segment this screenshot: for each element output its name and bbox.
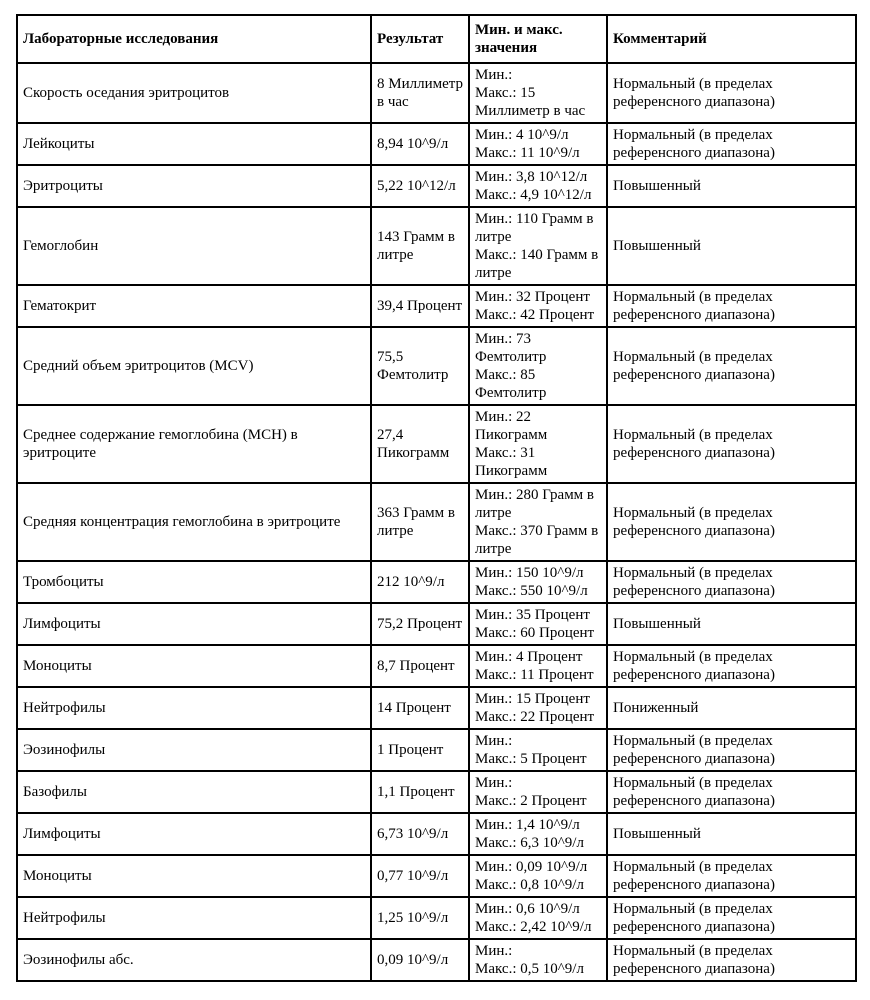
max-value: Макс.: 6,3 10^9/л	[475, 835, 584, 851]
test-name-cell: Нейтрофилы	[17, 897, 371, 939]
result-cell: 6,73 10^9/л	[371, 813, 469, 855]
comment-cell: Нормальный (в пределах референсного диапазона)	[607, 123, 856, 165]
table-row	[17, 165, 856, 207]
min-value: Мин.: 280 Грамм в литре	[475, 487, 595, 521]
range-cell	[469, 687, 607, 729]
table-row	[17, 939, 856, 981]
min-value: Мин.: 110 Грамм в литре	[475, 211, 594, 245]
column-header-range: Мин. и макс. значения	[469, 15, 607, 63]
table-row	[17, 855, 856, 897]
max-value: Макс.: 42 Процент	[475, 307, 595, 323]
min-value: Мин.: 4 Процент	[475, 649, 583, 665]
range-cell	[469, 561, 607, 603]
result-cell: 1,25 10^9/л	[371, 897, 469, 939]
table-row	[17, 123, 856, 165]
range-cell	[469, 405, 607, 483]
max-value: Макс.: 15 Миллиметр в час	[475, 85, 586, 119]
max-value: Макс.: 550 10^9/л	[475, 583, 588, 599]
test-name-cell: Эозинофилы абс.	[17, 939, 371, 981]
test-name-cell: Лимфоциты	[17, 813, 371, 855]
test-name-cell: Базофилы	[17, 771, 371, 813]
max-value: Макс.: 31 Пикограмм	[475, 445, 548, 479]
min-value: Мин.: 4 10^9/л	[475, 127, 569, 143]
result-cell: 27,4 Пикограмм	[371, 405, 469, 483]
table-row	[17, 561, 856, 603]
result-cell: 0,09 10^9/л	[371, 939, 469, 981]
comment-cell: Повышенный	[607, 207, 856, 285]
range-cell	[469, 729, 607, 771]
table-header	[17, 15, 856, 63]
result-cell: 143 Грамм в литре	[371, 207, 469, 285]
column-header-result: Результат	[371, 15, 469, 63]
test-name-cell: Моноциты	[17, 855, 371, 897]
table-row	[17, 897, 856, 939]
min-value: Мин.: 1,4 10^9/л	[475, 817, 580, 833]
test-name-cell: Гемоглобин	[17, 207, 371, 285]
column-header-tests: Лабораторные исследования	[17, 15, 371, 63]
comment-cell: Повышенный	[607, 813, 856, 855]
comment-cell: Нормальный (в пределах референсного диапазона)	[607, 771, 856, 813]
result-cell: 39,4 Процент	[371, 285, 469, 327]
comment-cell: Нормальный (в пределах референсного диапазона)	[607, 405, 856, 483]
min-value: Мин.: 150 10^9/л	[475, 565, 584, 581]
test-name-cell: Тромбоциты	[17, 561, 371, 603]
range-cell	[469, 897, 607, 939]
result-cell: 14 Процент	[371, 687, 469, 729]
range-cell	[469, 165, 607, 207]
min-value: Мин.:	[475, 775, 513, 791]
comment-cell: Нормальный (в пределах референсного диапазона)	[607, 855, 856, 897]
test-name-cell: Эритроциты	[17, 165, 371, 207]
max-value: Макс.: 5 Процент	[475, 751, 587, 767]
result-cell: 8,7 Процент	[371, 645, 469, 687]
test-name-cell: Лимфоциты	[17, 603, 371, 645]
test-name-cell: Моноциты	[17, 645, 371, 687]
test-name-cell: Эозинофилы	[17, 729, 371, 771]
range-cell	[469, 123, 607, 165]
min-value: Мин.: 0,6 10^9/л	[475, 901, 580, 917]
result-cell: 1 Процент	[371, 729, 469, 771]
table-row	[17, 63, 856, 123]
comment-cell: Нормальный (в пределах референсного диапазона)	[607, 561, 856, 603]
max-value: Макс.: 22 Процент	[475, 709, 595, 725]
comment-cell: Нормальный (в пределах референсного диапазона)	[607, 63, 856, 123]
result-cell: 8,94 10^9/л	[371, 123, 469, 165]
range-cell	[469, 855, 607, 897]
table-body	[17, 63, 856, 981]
min-value: Мин.: 3,8 10^12/л	[475, 169, 588, 185]
range-cell	[469, 603, 607, 645]
table-row	[17, 483, 856, 561]
min-value: Мин.:	[475, 67, 513, 83]
range-cell	[469, 483, 607, 561]
table-row	[17, 813, 856, 855]
min-value: Мин.: 22 Пикограмм	[475, 409, 548, 443]
range-cell	[469, 207, 607, 285]
comment-cell: Нормальный (в пределах референсного диапазона)	[607, 729, 856, 771]
comment-cell: Нормальный (в пределах референсного диапазона)	[607, 483, 856, 561]
comment-cell: Нормальный (в пределах референсного диапазона)	[607, 939, 856, 981]
min-value: Мин.:	[475, 733, 513, 749]
max-value: Макс.: 2,42 10^9/л	[475, 919, 592, 935]
table-row	[17, 285, 856, 327]
test-name-cell: Гематокрит	[17, 285, 371, 327]
table-row	[17, 771, 856, 813]
test-name-cell: Среднее содержание гемоглобина (MCH) в эритроците	[17, 405, 371, 483]
max-value: Макс.: 4,9 10^12/л	[475, 187, 592, 203]
result-cell: 212 10^9/л	[371, 561, 469, 603]
table-row	[17, 327, 856, 405]
column-header-comment: Комментарий	[607, 15, 856, 63]
comment-cell: Повышенный	[607, 603, 856, 645]
min-value: Мин.: 32 Процент	[475, 289, 590, 305]
result-cell: 8 Миллиметр в час	[371, 63, 469, 123]
range-cell	[469, 285, 607, 327]
test-name-cell: Скорость оседания эритроцитов	[17, 63, 371, 123]
table-row	[17, 729, 856, 771]
test-name-cell: Средний объем эритроцитов (MCV)	[17, 327, 371, 405]
table-row	[17, 405, 856, 483]
table-row	[17, 645, 856, 687]
table-row	[17, 687, 856, 729]
range-cell	[469, 645, 607, 687]
header-row	[17, 15, 856, 63]
comment-cell: Повышенный	[607, 165, 856, 207]
table-row	[17, 207, 856, 285]
comment-cell: Нормальный (в пределах референсного диапазона)	[607, 327, 856, 405]
max-value: Макс.: 2 Процент	[475, 793, 587, 809]
comment-cell: Нормальный (в пределах референсного диапазона)	[607, 645, 856, 687]
test-name-cell: Средняя концентрация гемоглобина в эритроците	[17, 483, 371, 561]
result-cell: 1,1 Процент	[371, 771, 469, 813]
min-value: Мин.: 15 Процент	[475, 691, 590, 707]
max-value: Макс.: 0,5 10^9/л	[475, 961, 584, 977]
result-cell: 75,2 Процент	[371, 603, 469, 645]
range-cell	[469, 327, 607, 405]
min-value: Мин.: 73 Фемтолитр	[475, 331, 547, 365]
lab-results-table	[16, 14, 857, 982]
max-value: Макс.: 85 Фемтолитр	[475, 367, 547, 401]
range-cell	[469, 939, 607, 981]
comment-cell: Нормальный (в пределах референсного диапазона)	[607, 285, 856, 327]
min-value: Мин.:	[475, 943, 513, 959]
max-value: Макс.: 140 Грамм в литре	[475, 247, 599, 281]
max-value: Макс.: 11 Процент	[475, 667, 594, 683]
table-row	[17, 603, 856, 645]
result-cell: 363 Грамм в литре	[371, 483, 469, 561]
comment-cell: Пониженный	[607, 687, 856, 729]
range-cell	[469, 63, 607, 123]
result-cell: 75,5 Фемтолитр	[371, 327, 469, 405]
max-value: Макс.: 370 Грамм в литре	[475, 523, 599, 557]
result-cell: 0,77 10^9/л	[371, 855, 469, 897]
min-value: Мин.: 0,09 10^9/л	[475, 859, 588, 875]
max-value: Макс.: 0,8 10^9/л	[475, 877, 584, 893]
min-value: Мин.: 35 Процент	[475, 607, 590, 623]
comment-cell: Нормальный (в пределах референсного диапазона)	[607, 897, 856, 939]
range-cell	[469, 813, 607, 855]
test-name-cell: Нейтрофилы	[17, 687, 371, 729]
max-value: Макс.: 11 10^9/л	[475, 145, 580, 161]
result-cell: 5,22 10^12/л	[371, 165, 469, 207]
range-cell	[469, 771, 607, 813]
test-name-cell: Лейкоциты	[17, 123, 371, 165]
max-value: Макс.: 60 Процент	[475, 625, 595, 641]
